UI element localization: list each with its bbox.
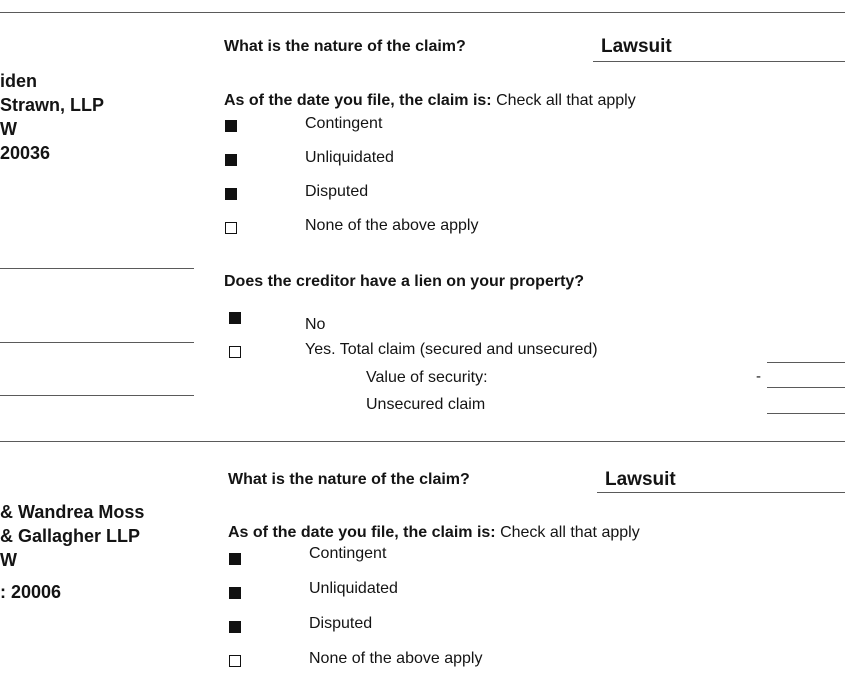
checkbox-unliquidated[interactable] [225, 154, 237, 166]
claim-status-question: As of the date you file, the claim is: Check all that apply [224, 92, 636, 109]
option-none-apply-label: None of the above apply [309, 650, 483, 667]
nature-answer-underline [593, 61, 845, 62]
checkbox-lien-no[interactable] [229, 312, 241, 324]
address-line: W [0, 550, 17, 570]
nature-of-claim-answer: Lawsuit [601, 36, 672, 57]
address-line: : 20006 [0, 582, 62, 602]
option-unliquidated-label: Unliquidated [305, 149, 394, 166]
nature-of-claim-question: What is the nature of the claim? [224, 38, 466, 55]
minus-sign: - [756, 368, 761, 385]
address-line: & Wandrea Moss [0, 502, 145, 522]
address-line: W [0, 119, 17, 139]
claim-divider [0, 441, 845, 442]
lien-no-label: No [305, 316, 326, 333]
address-line: 20036 [0, 143, 51, 163]
option-contingent-label: Contingent [305, 115, 383, 132]
top-divider [0, 12, 845, 13]
unsecured-claim-label: Unsecured claim [366, 396, 486, 413]
option-disputed-label: Disputed [305, 183, 369, 200]
unsecured-claim-amount-line [767, 413, 845, 414]
option-none-apply-label: None of the above apply [305, 217, 479, 234]
checkbox-contingent[interactable] [225, 120, 237, 132]
checkbox-disputed[interactable] [225, 188, 237, 200]
address-line: iden [0, 71, 38, 91]
address-line: & Gallagher LLP [0, 526, 141, 546]
value-of-security-amount-line [767, 387, 845, 388]
lien-question: Does the creditor have a lien on your property? [224, 273, 585, 290]
address-field-line [0, 342, 194, 343]
checkbox-unliquidated[interactable] [229, 587, 241, 599]
nature-answer-underline [597, 492, 845, 493]
checkbox-none-apply[interactable] [229, 655, 241, 667]
option-contingent-label: Contingent [309, 545, 387, 562]
total-claim-amount-line [767, 362, 845, 363]
nature-of-claim-question: What is the nature of the claim? [228, 471, 470, 488]
value-of-security-label: Value of security: [366, 369, 488, 386]
checkbox-disputed[interactable] [229, 621, 241, 633]
nature-of-claim-answer: Lawsuit [605, 469, 676, 490]
checkbox-contingent[interactable] [229, 553, 241, 565]
option-unliquidated-label: Unliquidated [309, 580, 398, 597]
address-field-line [0, 395, 194, 396]
option-disputed-label: Disputed [309, 615, 373, 632]
address-line: Strawn, LLP [0, 95, 105, 115]
checkbox-none-apply[interactable] [225, 222, 237, 234]
checkbox-lien-yes[interactable] [229, 346, 241, 358]
lien-yes-label: Yes. Total claim (secured and unsecured) [305, 341, 598, 358]
address-field-line [0, 268, 194, 269]
claim-status-question: As of the date you file, the claim is: Check all that apply [228, 524, 640, 541]
